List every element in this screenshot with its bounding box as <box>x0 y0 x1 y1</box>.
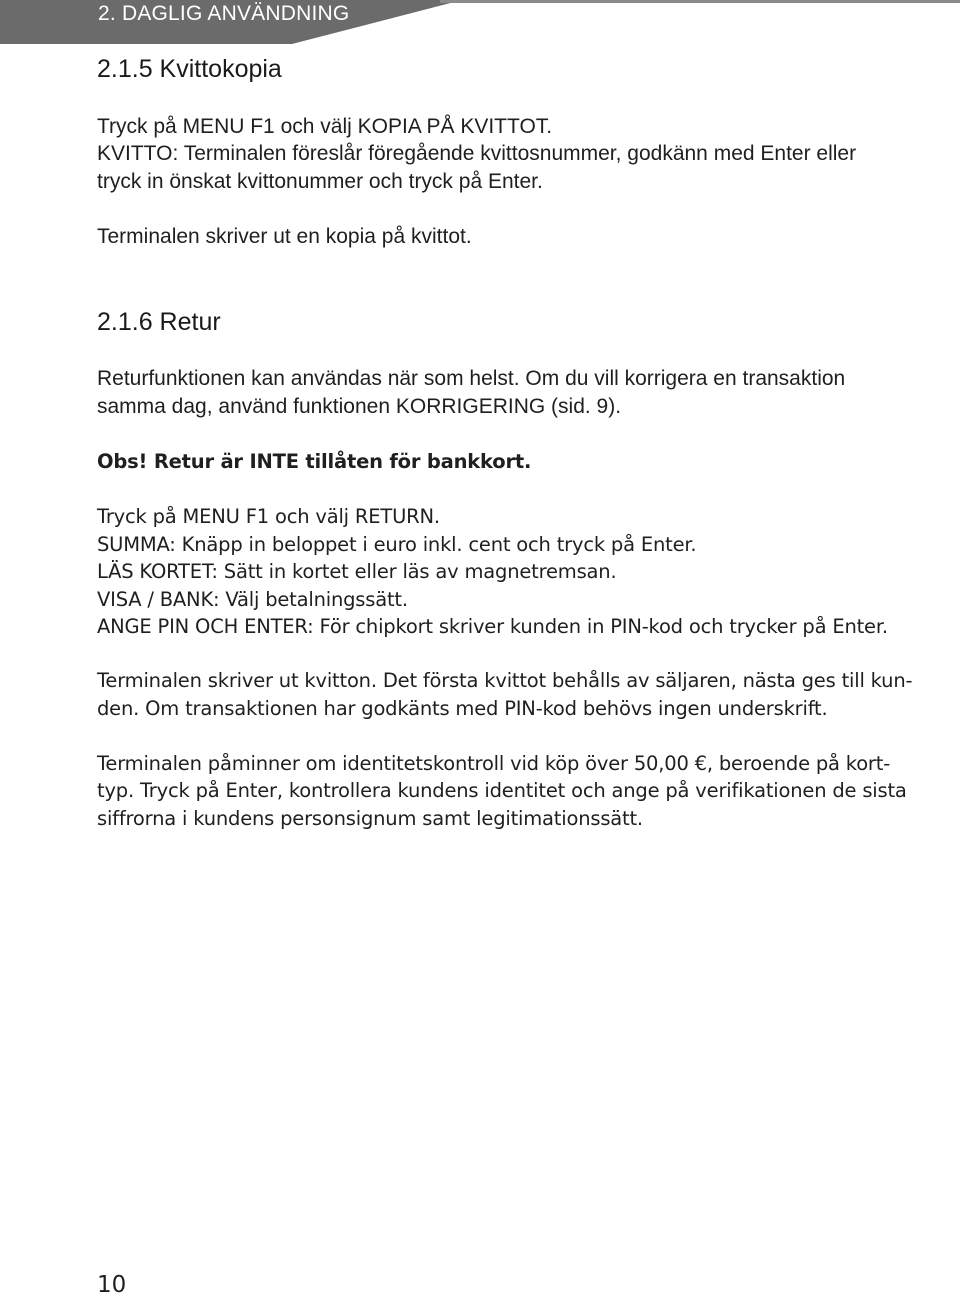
section-heading-kvittokopia: 2.1.5 Kvittokopia <box>97 55 282 83</box>
kvittokopia-line-1: Tryck på MENU F1 och välj KOPIA PÅ KVITTOT. <box>97 115 553 138</box>
retur-id-line-2: typ. Tryck på Enter, kontrollera kundens identitet och ange på verifikationen de sista <box>97 779 907 802</box>
retur-receipt-line-2: den. Om transaktionen har godkänts med PIN-kod behövs ingen underskrift. <box>97 697 828 720</box>
kvittokopia-line-2: KVITTO: Terminalen föreslår föregående kvittosnummer, godkänn med Enter eller <box>97 142 857 165</box>
kvittokopia-line-4: Terminalen skriver ut en kopia på kvittot. <box>97 225 472 248</box>
retur-id-line-3: siffrorna i kundens personsignum samt legitimationssätt. <box>97 807 643 830</box>
retur-receipt-line-1: Terminalen skriver ut kvitton. Det första kvittot behålls av säljaren, nästa ges till kun- <box>97 669 913 692</box>
retur-id-line-1: Terminalen påminner om identitetskontroll vid köp över 50,00 €, beroende på kort- <box>97 752 891 775</box>
retur-step-2: SUMMA: Knäpp in beloppet i euro inkl. cent och tryck på Enter. <box>97 533 697 556</box>
section-heading-retur: 2.1.6 Retur <box>97 308 221 336</box>
retur-step-3: LÄS KORTET: Sätt in kortet eller läs av magnetremsan. <box>97 560 617 583</box>
retur-step-1: Tryck på MENU F1 och välj RETURN. <box>97 505 440 528</box>
chapter-title: 2. DAGLIG ANVÄNDNING <box>98 2 350 25</box>
retur-step-5: ANGE PIN OCH ENTER: För chipkort skriver kunden in PIN-kod och trycker på Enter. <box>97 615 888 638</box>
retur-intro-line-1: Returfunktionen kan användas när som helst. Om du vill korrigera en transaktion <box>97 367 846 390</box>
retur-step-4: VISA / BANK: Välj betalningssätt. <box>97 588 408 611</box>
kvittokopia-line-3: tryck in önskat kvittonummer och tryck på Enter. <box>97 170 543 193</box>
retur-intro-line-2: samma dag, använd funktionen KORRIGERING (sid. 9). <box>97 395 622 418</box>
page-number: 10 <box>97 1272 127 1298</box>
chapter-header <box>0 0 960 44</box>
retur-warning: Obs! Retur är INTE tillåten för bankkort. <box>97 450 532 473</box>
